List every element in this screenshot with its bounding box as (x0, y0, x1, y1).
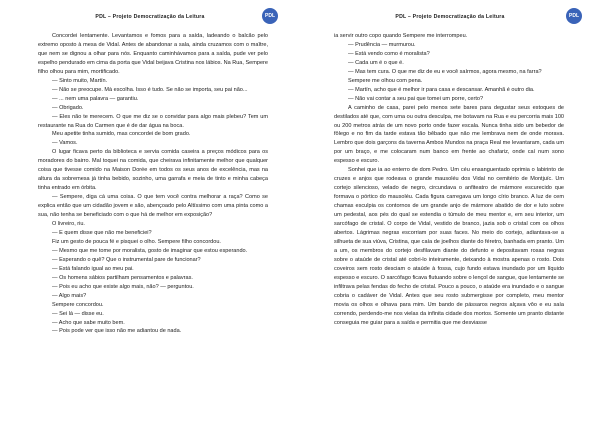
pdl-logo-icon: PDL (262, 8, 278, 24)
paragraph: — Esperando o quê? Que o instrumental pare de funcionar? (52, 256, 201, 263)
paragraph: — Martín, acho que é melhor ir para casa e descansar. Amanhã é outro dia. (348, 86, 535, 93)
paragraph: Sempere concordou. (52, 301, 104, 308)
paragraph: — Mas tem cura. O que me diz de eu e você saírmos, agora mesmo, na farra? (348, 68, 542, 75)
paragraph: Concordei lentamente. Levantamos e fomos para a saída, ladeando o balcão pelo extremo oposto à mesa de Vidal. Antes de abandonar a sala, ainda cruzamos com o maître, que nem se dignou a olhar para nós. Enquanto caminhávamos para a saída, pude ver pelo espelho pendurado em cima da porta que Vidal beijava Cristina nos lábios. Na Rua, Sempere filho olhou para mim, mortificado. (38, 33, 268, 75)
paragraph: A caminho de casa, parei pelo menos sete bares para degustar seus estoques de destilados até que, com uma ou outra desculpa, me botavam na Rua e eu percorria mais 100 ou 200 metros atrás de um novo porto onde fazer escala. Nunca tinha sido um bebedor de fôlego e no fim da tarde estava tão bêbado que não me lembrava nem de onde morava. Lembro que dois garçons da taverna Ambos Mundos na praça Real me levantaram, cada um por um braço, e me colocaram num banco em frente ao chafariz, onde caí num sono espesso e escuro. (334, 104, 564, 165)
paragraph: — Os homens sábios partilham pensamentos e palavras. (52, 274, 193, 281)
paragraph: — Sinto muito, Martín. (52, 77, 108, 84)
paragraph: — Pois pode ver que isso não me adiantou de nada. (52, 328, 182, 335)
paragraph: — E quem disse que não me beneficiei? (52, 229, 152, 236)
paragraph: — Algo mais? (52, 292, 87, 299)
page-header: PDL – Projeto Democratização da Leitura (395, 14, 505, 20)
pdl-logo-icon: PDL (566, 8, 582, 24)
paragraph: — Eles não te merecem. O que me diz se o convidar para algo mais plebeu? Tem um restaurante na Rua do Carmen que é de dar água na boca. (38, 113, 268, 129)
page-body (334, 32, 564, 327)
paragraph: — Pois eu acho que existe algo mais, não? — perguntou. (52, 283, 194, 290)
paragraph: — Mesmo que me tome por moralista, gosto de imaginar que estou esperando. (52, 247, 248, 254)
paragraph: — Sempere, diga cá uma coisa. O que tem você contra melhorar a raça? Como se explica então que um cidadão jovem e são, abençoado pelo Altíssimo com uma pinta como a sua, não tenha se beneficiado com o que há de melhor em exposição? (38, 194, 268, 219)
paragraph: — Não vai contar a seu pai que tomei um porre, certo? (348, 95, 484, 102)
paragraph: — Está falando igual ao meu pai. (52, 265, 134, 272)
paragraph: Sonhei que ia ao enterro de dom Pedro. Um céu ensanguentado oprimia o labirinto de cruzes e anjos que rodeava o grande mausoléu dos Vidal no cemitério de Montjuïc. Um cortejo silencioso, velado de negro, circundava o anfiteatro de mármore escurecido que formava o pórtico do mausoléu. Cada figura carregava um longo círio branco. A luz de cem chamas esculpia os contornos de um grande anjo de mármore abatido de dor e luto sobre um pedestal, aos pés do qual se estendia o túmulo de meu mentor e, em seu interior, um sarcófago de cristal. O corpo de Vidal, vestido de branco, jazia sob o cristal com os olhos abertos. Lágrimas negras escorriam por suas faces. No meio do cortejo, adiantava-se a silhueta de sua viúva, Cristina, que caía de joelhos diante do féretro, banhada em pranto. Um a um, os membros do cortejo desfilavam diante do defunto e depositavam rosas negras sobre o ataúde de cristal até cobri-lo inteiramente, deixando à mostra apenas o rosto. Dois coveiros sem rosto desciam o ataúde à fossa, cujo fundo estava inundado por um líquido espesso e escuro. O sarcófago ficava flutuando sobre o lençol de sangue, que lentamente se infiltrava pelas fendas do fecho de cristal. Pouco a pouco, o ataúde era inundado e o sangue cobria o cadáver de Vidal. Antes que seu rosto submergisse por completo, meu mentor movia os olhos e olhava para mim. Um bando de pássaros negros alçava vôo e eu saía correndo, perdendo-me nos vielas da infinita cidade dos mortos. Somente um pranto distante conseguia me guiar para a saída e permitia que me desviasse (334, 167, 564, 326)
page-header: PDL – Projeto Democratização da Leitura (95, 14, 205, 20)
paragraph: — Acho que sabe muito bem. (52, 319, 125, 326)
paragraph: — Sei lá — disse eu. (52, 310, 104, 317)
paragraph: — Vamos. (52, 140, 78, 147)
paragraph: Meu apetite tinha sumido, mas concordei de bom grado. (52, 131, 191, 138)
paragraph: — Obrigado. (52, 104, 84, 111)
paragraph: — Cada um é o que é. (348, 59, 404, 66)
paragraph: O lugar ficava perto da biblioteca e servia comida caseira a preços módicos para os moradores do bairro. Mal toquei na comida, que cheirava infinitamente melhor que qualquer coisa que tivesse comido na Maison Dorée em todos os seus anos de excelência, mas na altura da sobremesa já tinha bebido, sozinho, uma garrafa e meia de tinto e minha cabeça tinha entrado em órbita. (38, 149, 268, 192)
paragraph: — Prudência — murmurou. (348, 41, 416, 48)
paragraph: — Está vendo como é moralista? (348, 50, 430, 57)
paragraph: Fiz um gesto de pouca fé e pisquei o olho. Sempere filho concordou. (52, 238, 221, 245)
paragraph: — ... nem uma palavra — garantiu. (52, 95, 139, 102)
paragraph: ia servir outro copo quando Sempere me interrompeu. (334, 33, 468, 39)
paragraph: Sempere me olhou com pena. (348, 77, 423, 84)
page-body (38, 32, 268, 336)
paragraph: O livreiro, riu. (52, 221, 85, 228)
paragraph: — Não se preocupe. Mà escolha. Isso é tudo. Se não se importa, seu pai não... (52, 86, 248, 93)
right-page (300, 0, 600, 424)
